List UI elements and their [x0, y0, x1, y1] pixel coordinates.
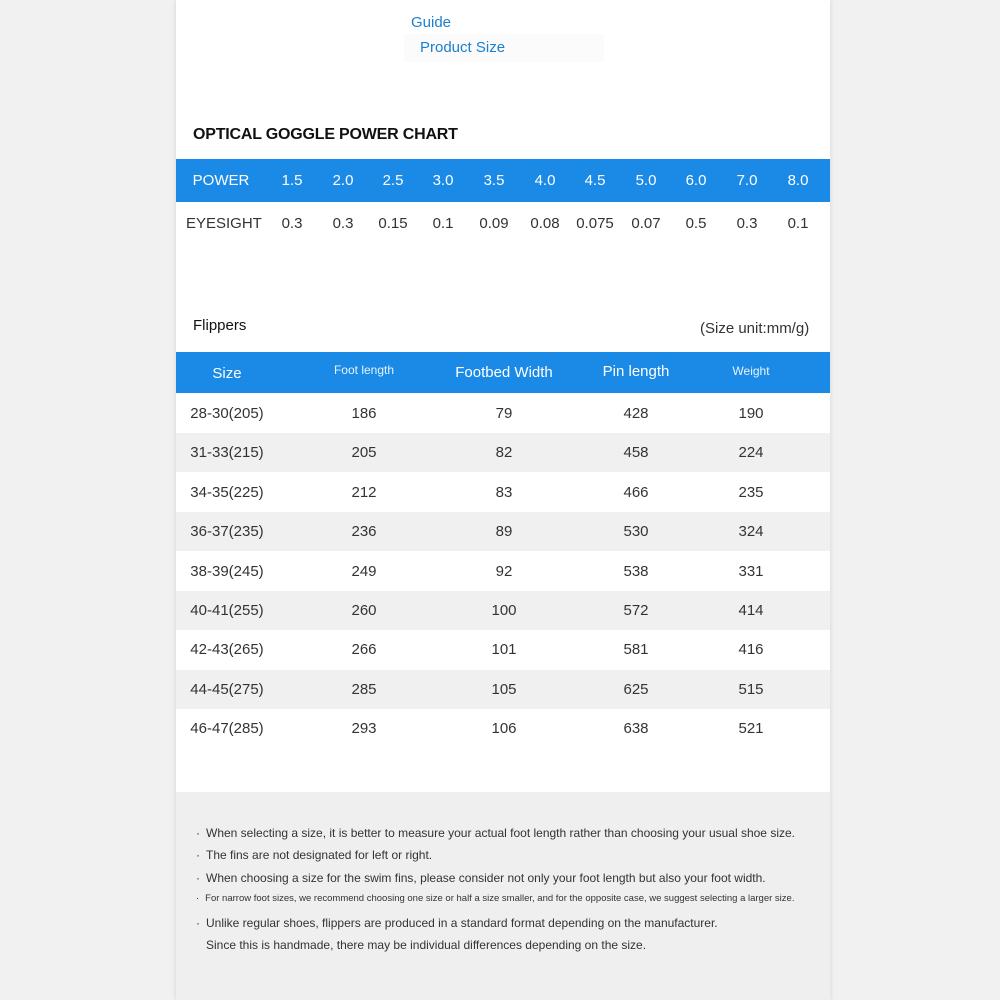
eyesight-value: 0.1	[432, 215, 454, 232]
flippers-header-cell: Footbed Width	[455, 364, 553, 381]
power-value: 8.0	[787, 172, 809, 189]
table-cell: 46-47(285)	[190, 720, 264, 737]
table-cell: 324	[738, 523, 764, 540]
table-cell: 31-33(215)	[190, 444, 264, 461]
table-cell: 38-39(245)	[190, 563, 264, 580]
table-cell: 34-35(225)	[190, 484, 264, 501]
flippers-header-cell: Pin length	[602, 363, 670, 380]
table-cell: 82	[495, 444, 513, 461]
eyesight-value: 0.3	[281, 215, 303, 232]
eyesight-value: 0.3	[332, 215, 354, 232]
table-cell: 79	[495, 405, 513, 422]
product-size-tab[interactable]: Product Size	[420, 39, 506, 56]
table-cell: 212	[351, 484, 377, 501]
table-cell: 249	[351, 563, 377, 580]
note-text: Unlike regular shoes, flippers are produced in a standard format depending on the manufacturer.	[206, 916, 718, 930]
table-cell: 625	[623, 681, 649, 698]
power-label: POWER	[192, 172, 250, 189]
eyesight-value: 0.3	[736, 215, 758, 232]
bullet-icon: ·	[196, 826, 200, 840]
size-unit-note: (Size unit:mm/g)	[700, 320, 810, 337]
table-cell: 293	[351, 720, 377, 737]
goggle-chart-title: OPTICAL GOGGLE POWER CHART	[193, 126, 458, 143]
table-cell: 572	[623, 602, 649, 619]
flippers-title: Flippers	[193, 317, 247, 334]
table-cell: 638	[623, 720, 649, 737]
note-item	[196, 826, 795, 840]
eyesight-value: 0.07	[631, 215, 661, 232]
power-value: 2.0	[332, 172, 354, 189]
table-cell: 92	[495, 563, 513, 580]
table-cell: 89	[495, 523, 513, 540]
power-value: 1.5	[281, 172, 303, 189]
table-cell: 42-43(265)	[190, 641, 264, 658]
flippers-header-cell: Weight	[732, 364, 770, 378]
eyesight-value: 0.15	[378, 215, 408, 232]
table-cell: 530	[623, 523, 649, 540]
power-value: 3.0	[432, 172, 454, 189]
note-text: Since this is handmade, there may be individual differences depending on the size.	[206, 938, 647, 952]
bullet-icon: ·	[196, 916, 200, 930]
table-cell: 190	[738, 405, 764, 422]
table-cell: 235	[738, 484, 764, 501]
bullet-icon: ·	[196, 848, 200, 862]
note-item	[206, 938, 646, 952]
note-item	[196, 893, 794, 904]
table-cell: 106	[491, 720, 517, 737]
note-item	[196, 848, 432, 862]
bullet-icon: ·	[196, 893, 200, 904]
table-cell: 331	[738, 563, 764, 580]
table-cell: 521	[738, 720, 764, 737]
table-cell: 285	[351, 681, 377, 698]
power-value: 4.5	[584, 172, 606, 189]
eyesight-value: 0.1	[787, 215, 809, 232]
table-cell: 266	[351, 641, 377, 658]
table-cell: 458	[623, 444, 649, 461]
note-text: When selecting a size, it is better to measure your actual foot length rather than choosing your usual shoe size.	[206, 826, 795, 840]
table-cell: 40-41(255)	[190, 602, 264, 619]
power-value: 5.0	[635, 172, 657, 189]
table-cell: 83	[495, 484, 513, 501]
table-cell: 224	[738, 444, 764, 461]
eyesight-value: 0.5	[685, 215, 707, 232]
note-text: When choosing a size for the swim fins, please consider not only your foot length but also your foot width.	[206, 871, 766, 885]
table-cell: 36-37(235)	[190, 523, 264, 540]
table-cell: 186	[351, 405, 377, 422]
table-cell: 100	[491, 602, 517, 619]
flippers-header-cell: Foot length	[333, 363, 395, 377]
table-cell: 416	[738, 641, 764, 658]
note-text: For narrow foot sizes, we recommend choosing one size or half a size smaller, and for the opposite case, we suggest selecting a larger size.	[205, 893, 795, 904]
table-cell: 428	[623, 405, 649, 422]
flippers-header-cell: Size	[212, 365, 242, 382]
power-value: 6.0	[685, 172, 707, 189]
eyesight-label: EYESIGHT	[186, 215, 262, 232]
table-cell: 236	[351, 523, 377, 540]
table-cell: 28-30(205)	[190, 405, 264, 422]
note-text: The fins are not designated for left or right.	[206, 848, 433, 862]
note-item	[196, 916, 718, 930]
table-cell: 101	[491, 641, 517, 658]
table-cell: 414	[738, 602, 764, 619]
power-value: 7.0	[736, 172, 758, 189]
bullet-icon: ·	[196, 871, 200, 885]
table-cell: 515	[738, 681, 764, 698]
table-cell: 538	[623, 563, 649, 580]
table-cell: 581	[623, 641, 649, 658]
eyesight-value: 0.075	[576, 215, 614, 232]
table-cell: 466	[623, 484, 649, 501]
table-cell: 44-45(275)	[190, 681, 264, 698]
guide-tab[interactable]: Guide	[411, 14, 452, 31]
power-value: 4.0	[534, 172, 556, 189]
table-cell: 205	[351, 444, 377, 461]
eyesight-value: 0.09	[479, 215, 509, 232]
eyesight-value: 0.08	[530, 215, 560, 232]
power-value: 2.5	[382, 172, 404, 189]
note-item	[196, 871, 766, 885]
table-cell: 105	[491, 681, 517, 698]
table-cell: 260	[351, 602, 377, 619]
power-value: 3.5	[483, 172, 505, 189]
